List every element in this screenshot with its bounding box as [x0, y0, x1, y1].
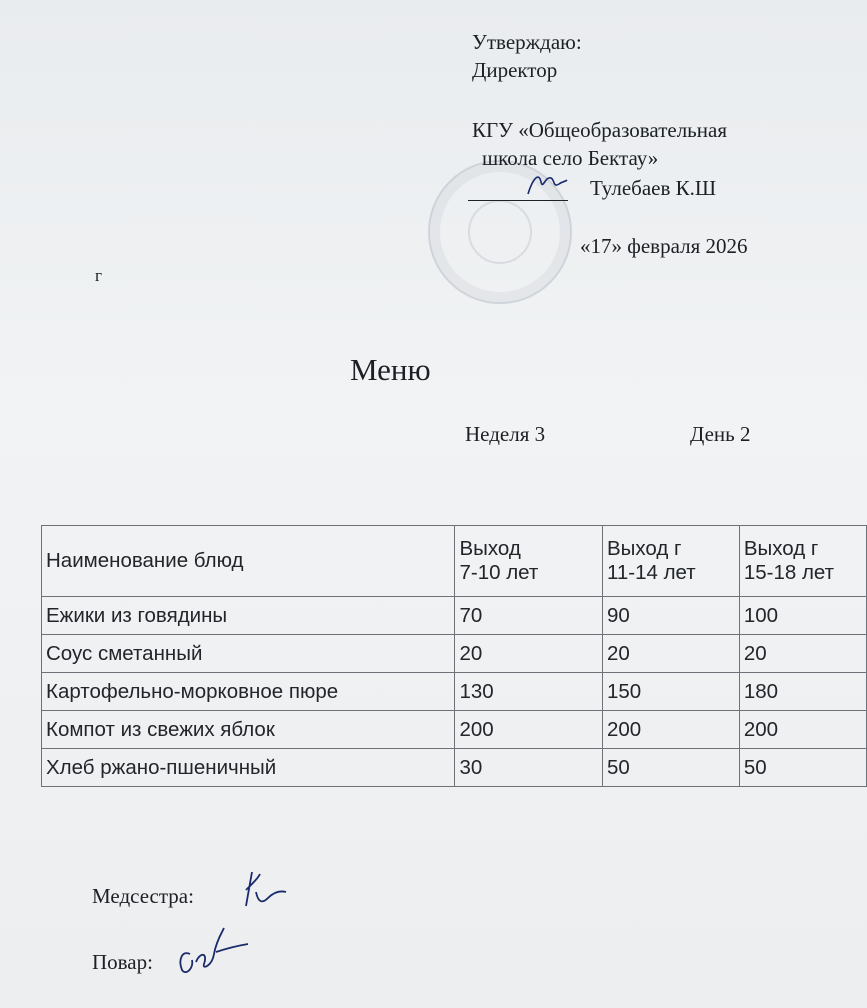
table-row [42, 749, 867, 787]
week-label: Неделя 3 [465, 422, 546, 446]
cook-signature [172, 924, 250, 980]
portion-7-10: 30 [455, 749, 602, 787]
day-label: День 2 [690, 422, 751, 446]
portion-15-18: 180 [739, 673, 866, 711]
portion-7-10: 70 [455, 597, 602, 635]
signature-line [468, 200, 568, 201]
cook-label: Повар: [92, 950, 153, 974]
header-portion-7-10: Выход 7-10 лет [455, 526, 602, 597]
director-signature [525, 168, 569, 198]
portion-11-14: 150 [602, 673, 739, 711]
portion-15-18: 50 [739, 749, 866, 787]
director-name: Тулебаев К.Ш [590, 176, 717, 200]
portion-15-18: 100 [739, 597, 866, 635]
portion-7-10: 20 [455, 635, 602, 673]
header-portion-15-18: Выход г 15-18 лет [739, 526, 866, 597]
approval-line-4: школа село Бектау» [482, 146, 659, 170]
portion-15-18: 20 [739, 635, 866, 673]
portion-11-14: 200 [602, 711, 739, 749]
portion-11-14: 20 [602, 635, 739, 673]
approval-line-1: Утверждаю: [472, 30, 582, 54]
approval-line-3: КГУ «Общеобразовательная [472, 118, 727, 142]
table-row [42, 673, 867, 711]
table-header-row [42, 526, 867, 597]
dish-name: Хлеб ржано-пшеничный [42, 749, 455, 787]
table-row [42, 711, 867, 749]
dish-name: Компот из свежих яблок [42, 711, 455, 749]
dish-name: Соус сметанный [42, 635, 455, 673]
menu-table [41, 525, 867, 787]
header-portion-11-14: Выход г 11-14 лет [602, 526, 739, 597]
table-row [42, 635, 867, 673]
portion-15-18: 200 [739, 711, 866, 749]
page-title: Меню [350, 352, 431, 387]
approval-line-2: Директор [472, 58, 558, 82]
nurse-signature [238, 868, 288, 912]
nurse-label: Медсестра: [92, 884, 194, 908]
dish-name: Ежики из говядины [42, 597, 455, 635]
portion-7-10: 130 [455, 673, 602, 711]
header-dish-name: Наименование блюд [42, 526, 455, 597]
year-suffix: г [95, 266, 102, 285]
dish-name: Картофельно-морковное пюре [42, 673, 455, 711]
portion-7-10: 200 [455, 711, 602, 749]
portion-11-14: 50 [602, 749, 739, 787]
portion-11-14: 90 [602, 597, 739, 635]
table-row [42, 597, 867, 635]
approval-date: «17» февраля 2026 [580, 234, 748, 258]
